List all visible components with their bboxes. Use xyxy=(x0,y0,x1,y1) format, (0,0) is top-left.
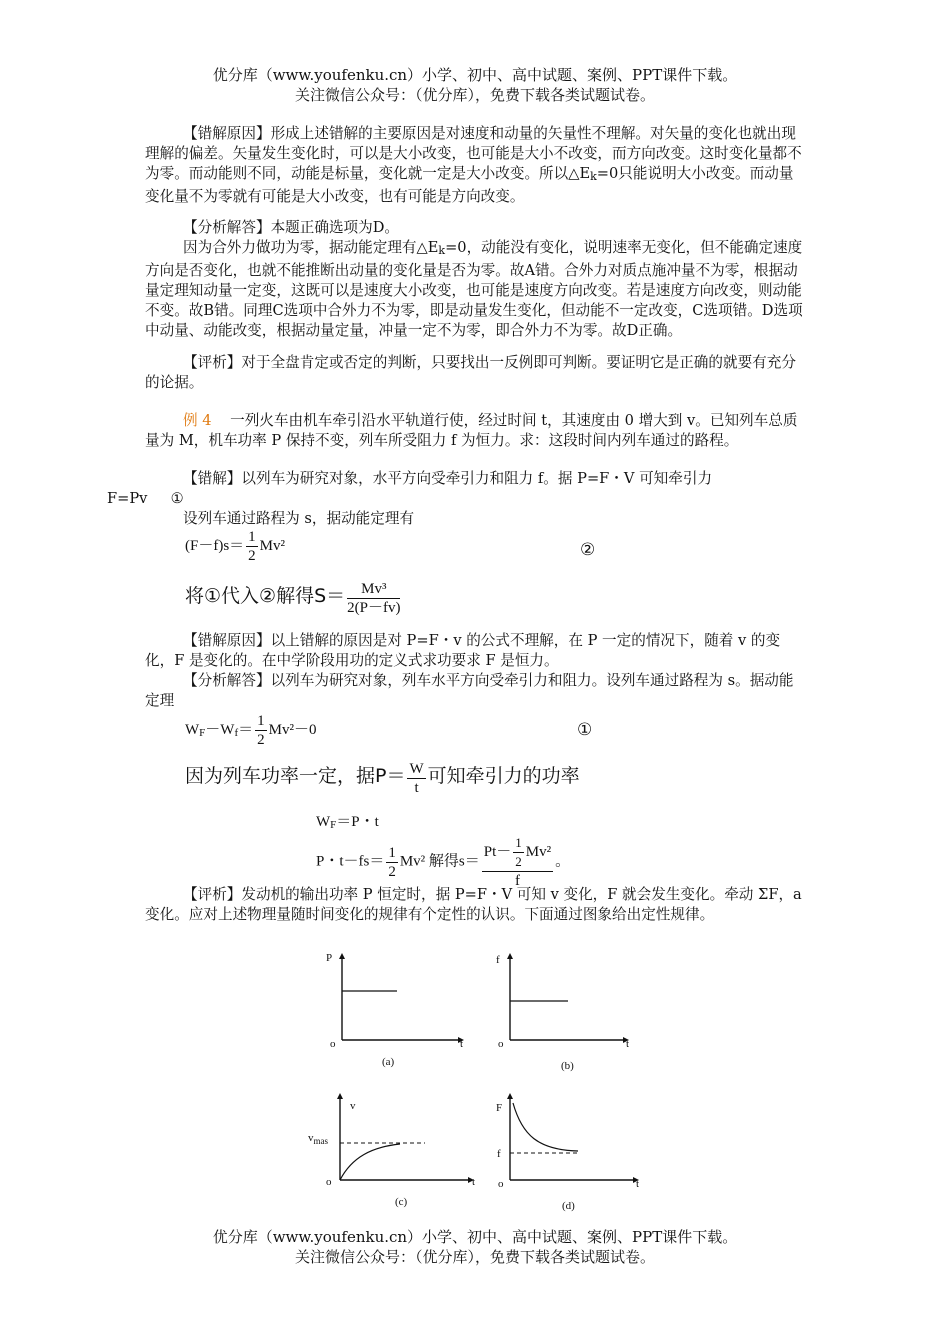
graph-a-x-label: t xyxy=(460,1038,464,1050)
header-line-2: 关注微信公众号：（优分库），免费下载各类试题试卷。 xyxy=(294,86,655,104)
graph-a-caption: (a) xyxy=(382,1056,395,1068)
graph-d-x-label: t xyxy=(636,1178,640,1190)
analysis-paragraph: 因为合外力做功为零，据动能定理有△Ek=0，动能没有变化，说明速率无变化，但不能确定速度方向是否变化，也就不能推断出动量的变化量是否为零。故A错。合外力对质点施冲量不为零，根据动量定理知动量一定变，这既可以是速度大小改变，也可能是速度方向改变。若是速度方向改变，则动能不变。故B错。同理C选项中合外力不为零，即是动量发生变化，但动能不一定改变，C选项错。D选项中动量、动能改变，根据动量定量，冲量一定不为零，即合外力不为零。故D正确。 xyxy=(145,239,803,339)
graph-b-y-label: f xyxy=(496,954,500,966)
comment-paragraph: 【评析】对于全盘肯定或否定的判断，只要找出一反例即可判断。要证明它是正确的就要有充分的论据。 xyxy=(145,354,796,391)
example-label: 例 4 xyxy=(183,412,212,429)
graph-a xyxy=(326,952,464,1068)
graph-c-x-label: t xyxy=(472,1176,476,1188)
graph-d xyxy=(496,1093,639,1212)
graph-d-y-label: F xyxy=(496,1102,503,1114)
graph-a-origin: o xyxy=(330,1038,336,1050)
graphs-figure xyxy=(300,945,660,1245)
substitution-equation: 将①代入②解得S＝ $\frac{\text{Mv³}}{2(P-fv)}$ xyxy=(185,581,401,616)
comment-2: 【评析】发动机的输出功率 P 恒定时，据 P=F・V 可知 v 变化，F 就会发生变化。牵动 ΣF，a 变化。应对上述物理量随时间变化的规律有个定性的认识。下面通过图象给出定性规律。 xyxy=(145,886,802,923)
graph-d-curve xyxy=(513,1103,578,1151)
error-reason-paragraph: 【错解原因】形成上述错解的主要原因是对速度和动量的矢量性不理解。对矢量的变化也就出现理解的偏差。矢量发生变化时，可以是大小改变，也可能是大小不改变，而方向改变。这时变化量都不为零。而动能则不同，动能是标量，变化就一定是大小改变。所以△Ek=0只能说明大小改变。而动量变化量不为零就有可能是大小改变，也有可能是方向改变。 xyxy=(145,125,802,205)
graph-a-y-label: P xyxy=(326,952,333,964)
error-reason-2: 【错解原因】以上错解的原因是对 P=F・v 的公式不理解，在 P 一定的情况下，随着 v 的变化，F 是变化的。在中学阶段用功的定义式求功要求 F 是恒力。 xyxy=(145,632,781,669)
graph-d-caption: (d) xyxy=(562,1200,575,1212)
graph-b xyxy=(496,953,629,1072)
graph-d-origin: o xyxy=(498,1178,504,1190)
graph-c xyxy=(308,1093,475,1208)
marker-2: ② xyxy=(580,540,596,560)
analysis-title: 【分析解答】本题正确选项为D。 xyxy=(183,219,400,236)
analysis-2: 【分析解答】以列车为研究对象，列车水平方向受牵引力和阻力。设列车通过路程为 s。据动能定理 xyxy=(145,672,794,709)
footer-line-1: 优分库（www.youfenku.cn）小学、初中、高中试题、案例、PPT课件下载。 xyxy=(212,1228,738,1246)
wrong-solution: 【错解】以列车为研究对象，水平方向受牵引力和阻力 f。据 P=F・V 可知牵引力 F=Pv ① xyxy=(107,470,713,507)
example4-paragraph: 例 4 一列火车由机车牵引沿水平轨道行使，经过时间 t，其速度由 0 增大到 v。已知列车总质量为 M，机车功率 P 保持不变，列车所受阻力 f 为恒力。求：这段时间内列车通过的路程。 xyxy=(145,412,798,449)
graph-c-y-label: v xyxy=(350,1100,356,1112)
power-equation: 因为列车功率一定，据P＝ $\frac{W}{t}$ 可知牵引力的功率 xyxy=(185,761,580,796)
graph-c-origin: o xyxy=(326,1176,332,1188)
graph-d-ref-label: f xyxy=(497,1148,501,1160)
footer-line-2: 关注微信公众号：（优分库），免费下载各类试题试卷。 xyxy=(294,1248,655,1266)
let-s-text: 设列车通过路程为 s，据动能定理有 xyxy=(183,510,415,527)
equation-wf: WF－Wf＝ $\frac{1}{2}$ Mv²－0 xyxy=(185,713,317,748)
header-line-1: 优分库（www.youfenku.cn）小学、初中、高中试题、案例、PPT课件下载。 xyxy=(212,66,738,84)
graph-c-curve xyxy=(340,1144,400,1180)
wf-pt-equation: WF＝P・t xyxy=(316,814,379,831)
graph-b-x-label: t xyxy=(626,1038,630,1050)
graph-b-caption: (b) xyxy=(561,1060,574,1072)
graph-c-caption: (c) xyxy=(395,1196,408,1208)
marker-3: ① xyxy=(577,720,593,740)
final-equation: P・t－fs＝ $\frac{1}{2}$ Mv² 解得s＝ Pt－ $\frac{1}{2}$ Mv² f 。 xyxy=(316,835,571,889)
equation-2: (F－f)s＝ $\frac{1}{2}$ Mv² xyxy=(185,529,286,564)
graph-c-ref-label: $v_{mas}$ xyxy=(308,1132,328,1146)
graph-b-origin: o xyxy=(498,1038,504,1050)
